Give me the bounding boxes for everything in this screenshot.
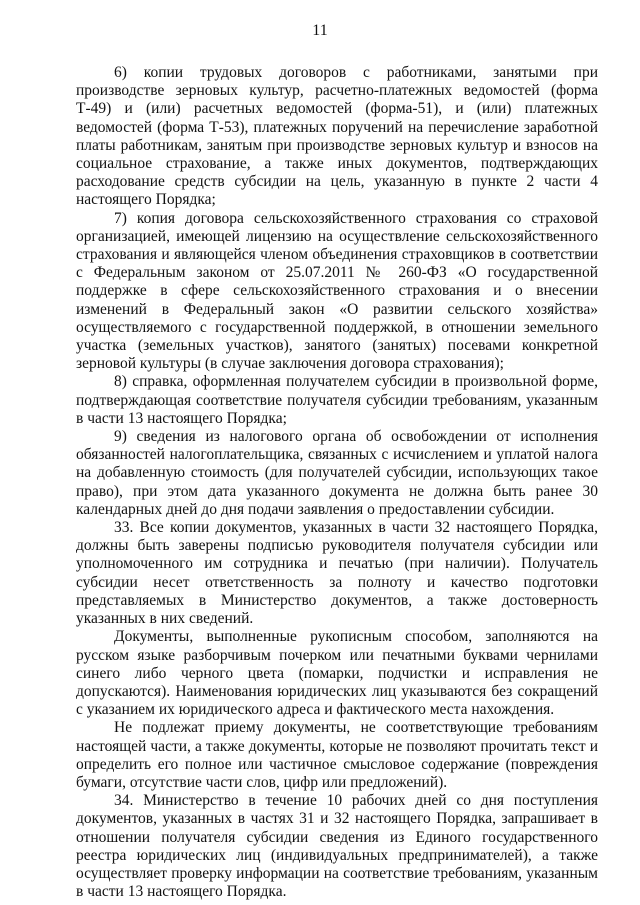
paragraph-section-34: 34. Министерство в течение 10 рабочих дней со дня поступления документов, указанных в частях 31 и 32 настоящего Порядка, запрашивает в отношении получателя субсидии сведения из Единого государственного реестра юридических лиц (индивидуальных предпринимателей), а также осуществляет проверку информации на соответствие требованиям, указанным в части 13 настоящего Порядка. <box>76 792 598 901</box>
paragraph-item-9: 9) сведения из налогового органа об освобождении от исполнения обязанностей налогоплательщика, связанных с исчислением и уплатой налога на добавленную стоимость (для получателей субсидии, использующих такое право), при этом дата указанного документа не должна быть ранее 30 календарных дней до дня подачи заявления о предоставлении субсидии. <box>76 428 598 518</box>
paragraph-rejected-docs: Не подлежат приему документы, не соответствующие требованиям настоящей части, а также документы, которые не позволяют прочитать текст и определить его полное или частичное смысловое содержание (повреждения бумаги, отсутствие части слов, цифр или предложений). <box>76 719 598 791</box>
page-number: 11 <box>312 22 328 39</box>
paragraph-item-7: 7) копия договора сельскохозяйственного страхования со страховой организацией, имеющей лицензию на осуществление сельскохозяйственного страхования и являющейся членом объединения страховщиков в соответствии с Федеральным законом от 25.07.2011 № 260-ФЗ «О государственной поддержке в сфере сельскохозяйственного страхования и о внесении изменений в Федеральный закон «О развитии сельского хозяйства» осуществляемого с государственной поддержкой, в отношении земельного участка (земельных участков), занятого (занятых) посевами конкретной зерновой культуры (в случае заключения договора страхования); <box>76 209 598 373</box>
paragraph-item-8: 8) справка, оформленная получателем субсидии в произвольной форме, подтверждающая соответствие получателя субсидии требованиям, указанным в части 13 настоящего Порядка; <box>76 373 598 427</box>
document-body <box>76 64 598 901</box>
paragraph-item-6: 6) копии трудовых договоров с работниками, занятыми при производстве зерновых культур, расчетно-платежных ведомостей (форма Т-49) и (или) расчетных ведомостей (форма-51), и (или) платежных ведомостей (форма Т-53), платежных поручений на перечисление заработной платы работникам, занятым при производстве зерновых культур и взносов на социальное страхование, а также иных документов, подтверждающих расходование средств субсидии на цель, указанную в пункте 2 части 4 настоящего Порядка; <box>76 64 598 209</box>
paragraph-handwritten-docs: Документы, выполненные рукописным способом, заполняются на русском языке разборчивым почерком или печатными буквами чернилами синего либо черного цвета (помарки, подчистки и исправления не допускаются). Наименования юридических лиц указываются без сокращений с указанием их юридического адреса и фактического места нахождения. <box>76 628 598 719</box>
paragraph-section-33: 33. Все копии документов, указанных в части 32 настоящего Порядка, должны быть заверены подписью руководителя получателя субсидии или уполномоченного им сотрудника и печатью (при наличии). Получатель субсидии несет ответственность за полноту и качество подготовки представляемых в Министерство документов, а также достоверность указанных в них сведений. <box>76 519 598 628</box>
